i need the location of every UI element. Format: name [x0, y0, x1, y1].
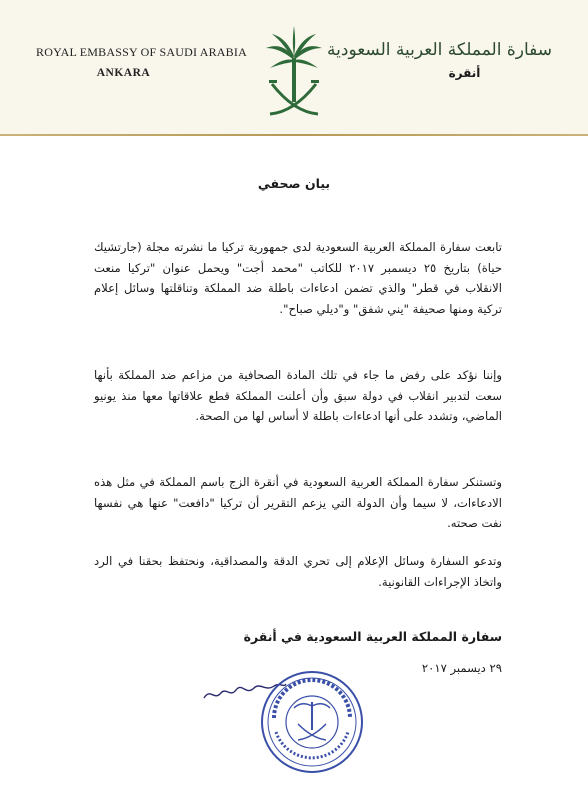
paragraph-3: وتستنكر سفارة المملكة العربية السعودية في أنقرة الزج باسم المملكة في مثل هذه الادعاءات، لا سيما وأن الدولة التي يزعم التقرير أن تركيا "دافعت" عنها هي نفسها نفت صحته. [94, 475, 502, 530]
signature-date: ٢٩ ديسمبر ٢٠١٧ [421, 661, 502, 675]
saudi-emblem-icon [262, 22, 326, 118]
embassy-name-arabic: سفارة المملكة العربية السعودية [327, 40, 552, 60]
letterhead [0, 0, 588, 135]
signature-line: سفارة المملكة العربية السعودية في أنقرة [243, 629, 502, 644]
document-title: بيان صحفي [257, 176, 331, 191]
letterhead-divider [0, 134, 588, 136]
letterhead-english [36, 45, 247, 79]
paragraph-2: وإننا نؤكد على رفض ما جاء في تلك المادة الصحافية من مزاعم ضد المملكة بأنها سعت لتدبير انقلاب في دولة سبق وأن أعلنت المملكة قطع علاقاتها معها منذ يونيو الماضي، وتشدد على أنها ادعاءات باطلة لا أساس لها من الصحة. [94, 368, 502, 423]
letterhead-arabic [327, 40, 552, 80]
embassy-seal-icon [256, 666, 368, 778]
paragraph-1: تابعت سفارة المملكة العربية السعودية لدى جمهورية تركيا ما نشرته مجلة (جارتشيك حياة) بتاريخ ٢٥ ديسمبر ٢٠١٧ للكاتب "محمد أجت" ويحمل عنوان "تركيا منعت الانقلاب في قطر" والذي تضمن ادعاءات باطلة ضد المملكة وتناقلتها وسائل إعلام تركية ومنها صحيفة "يني شفق" و"ديلي صباح". [94, 240, 502, 316]
city-english: ANKARA [96, 67, 151, 79]
paragraph-4: وتدعو السفارة وسائل الإعلام إلى تحري الدقة والمصداقية، ونحتفظ بحقنا في الرد واتخاذ الإجراءات القانونية. [94, 554, 502, 589]
embassy-name-english: ROYAL EMBASSY OF SAUDI ARABIA [36, 45, 247, 59]
city-arabic: أنقرة [448, 66, 481, 80]
